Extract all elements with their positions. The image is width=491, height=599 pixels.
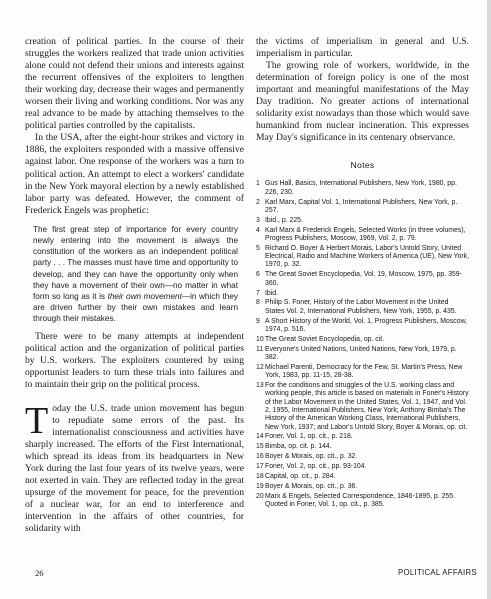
note-number: 12 [256, 363, 264, 371]
note-text: Michael Parenti, Democracy for the Few, St. Martin's Press, New York, 1983, pp. 11-15, 28-38. [265, 363, 463, 380]
note-item [256, 382, 469, 432]
note-number: 19 [256, 482, 264, 490]
note-number: 7 [256, 289, 260, 297]
note-item [256, 318, 469, 335]
note-number: 2 [256, 198, 260, 206]
paragraph-today-text: oday the U.S. trade union movement has begun to repudiate some errors of the past. Its internationalist consciousness and activities have sharply increased. The efforts of the First International, which spread its ideas from its headquarters in New York during the last four years of its twelve years, were not exerted in vain. They are reflected today in the great upsurge of the movement for peace, for the prevention of a nuclear war, for an end to interference and intervention in the affairs of other countries, for solidarity with [25, 402, 244, 535]
page-number: 26 [35, 568, 44, 578]
note-text: For the conditions and struggles of the U.S. working class and working people, this article is based on materials in Foner's History of the Labor Movement in the United States, Vol. 1, 1947, and Vol. 2, 1955, International Publishers, New York; Anthony Bimba's The History of the American Working Class, International Publishers, New York, 1937; and Labor's Untold Story, Boyer & Morais, op. cit. [265, 382, 469, 431]
note-item [256, 364, 469, 381]
note-item [256, 199, 469, 216]
note-item [256, 227, 469, 244]
publication-name: POLITICAL AFFAIRS [398, 568, 477, 577]
note-number: 8 [256, 299, 260, 307]
note-text: Richard O. Boyer & Herbert Morais, Labor's Untold Story, United Electrical, Radio and Machine Workers of America (UE), New York, 1970, p. 32. [265, 244, 469, 269]
note-item [256, 217, 469, 225]
note-text: A Short History of the World, Vol. 1, Progress Publishers, Moscow, 1974, p. 516. [265, 317, 468, 333]
note-text: Foner, Vol. 2, op. cit., pp. 93-104. [265, 463, 367, 471]
note-text: Capital, op. cit., p. 284. [265, 473, 336, 481]
note-text: The Great Soviet Encyclopedia, op. cit. [265, 335, 385, 343]
note-text: Boyer & Morais, op. cit., p. 36. [265, 482, 358, 490]
quote-text-b: —in which they are driven further by their own mistakes and learn through their mistakes. [33, 291, 238, 324]
note-text: Bimba, op. cit. p. 144. [265, 443, 332, 451]
drop-cap-letter: T [25, 399, 49, 442]
notes-heading: Notes [350, 160, 375, 171]
paragraph-political-parties: creation of political parties. In the course of their struggles the workers realized that trade union activities alone could not defend their unions and interests against the recurrent offensives of the exploiters to lengthen their working day, decrease their wages and permanently worsen their living and working conditions. Nor was any real advance to be made by attaching themselves to the political parties controlled by the capitalists. [25, 36, 244, 132]
note-item [256, 346, 469, 363]
note-text: Karl Marx & Frederick Engels, Selected Works (in three volumes), Progress Publishers, Moscow, 1969, Vol. 2, p. 79. [265, 226, 466, 242]
note-text: Ibid., p. 225. [265, 216, 303, 224]
paragraph-independent-action: There were to be many attempts at independent political action and the organization of political parties by U.S. workers. The exploiters countered by using opportunist leaders to turn these trials into failures and to maintain their grip on the political process. [25, 330, 244, 390]
quote-emphasis: their own movement [107, 291, 182, 301]
note-item [256, 463, 469, 471]
note-item [256, 493, 469, 510]
engels-quote [33, 224, 238, 325]
note-number: 17 [256, 463, 264, 471]
note-item [256, 180, 469, 197]
note-number: 18 [256, 473, 264, 481]
right-column [256, 36, 469, 511]
note-text: Foner, Vol. 1, op. cit., p. 218. [265, 433, 353, 441]
note-number: 13 [256, 382, 264, 390]
note-item [256, 473, 469, 481]
note-text: Everyone's United Nations, United Nations, New York, 1979, p. 382. [265, 345, 457, 361]
page-edge [487, 0, 491, 599]
note-text: The Great Soviet Encyclopedia, Vol. 19, Moscow, 1975, pp. 359-360. [265, 271, 462, 287]
note-text: Philip S. Foner, History of the Labor Movement in the United States Vol. 2, International Publishers, New York, 1955, p. 435. [265, 299, 457, 315]
note-number: 14 [256, 433, 264, 441]
quote-text-a: The first great step of importance for every country newly entering into the movement is always the constitution of the workers as an independent political party . . . The masses must have time and opportunity to develop, and they can have the opportunity only when they have a movement of their own—no matter in what form so long as it is [33, 224, 238, 301]
note-number: 11 [256, 345, 264, 353]
note-item [256, 433, 469, 441]
note-text: Marx & Engels, Selected Correspondence, 1846-1895, p. 255. Quoted in Foner, Vol. 1, op. cit., p. 385. [265, 492, 455, 509]
note-item [256, 290, 469, 298]
paragraph-usa-1886: In the USA, after the eight-hour strikes and victory in 1886, the exploiters responded with a massive offensive against labor. One response of the workers was a turn to political action. An attempt to elect a workers' candidate in the New York mayoral election by a newly established labor party was defeated. However, the comment of Frederick Engels was prophetic: [25, 132, 245, 216]
note-item [256, 443, 469, 451]
note-item [256, 299, 469, 316]
note-number: 1 [256, 180, 260, 188]
note-item [256, 336, 469, 344]
paragraph-growing-role: The growing role of workers, worldwide, in the determination of foreign policy is one of the most important and meaningful manifestations of the May Day tradition. No greater actions of international solidarity exist nowadays than those which would save humankind from nuclear incineration. This expresses May Day's significance in its centenary observance. [256, 60, 469, 144]
note-number: 4 [256, 226, 260, 234]
note-item [256, 271, 469, 288]
note-number: 9 [256, 317, 260, 325]
note-number: 3 [256, 216, 260, 224]
note-number: 20 [256, 492, 264, 500]
note-item [256, 483, 469, 491]
paragraph-victims: the victims of imperialism in general and U.S. imperialism in particular. [256, 36, 469, 60]
note-number: 16 [256, 453, 264, 461]
note-text: Karl Marx, Capital Vol. 1, International Publishers, New York, p. 257. [265, 198, 458, 214]
note-item [256, 245, 469, 270]
notes-list [256, 180, 469, 509]
note-text: Ibid. [265, 289, 279, 297]
left-column [25, 36, 244, 535]
paragraph-today [25, 399, 244, 536]
note-number: 6 [256, 271, 260, 279]
note-number: 10 [256, 335, 264, 343]
note-number: 5 [256, 244, 260, 252]
note-item [256, 453, 469, 461]
note-text: Boyer & Morais, op. cit., p. 32. [265, 453, 358, 461]
note-text: Gus Hall, Basics, International Publishers, New York, 1980, pp. 226, 230. [265, 180, 457, 196]
note-number: 15 [256, 443, 264, 451]
